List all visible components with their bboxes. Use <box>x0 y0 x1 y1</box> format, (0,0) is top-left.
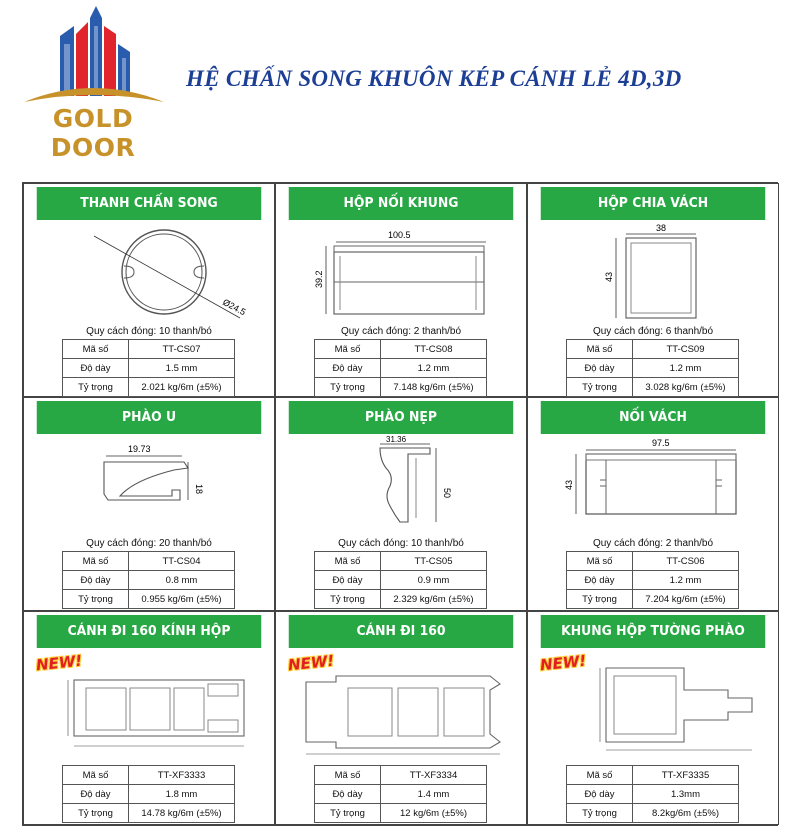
dimension-label: 39.2 <box>314 270 324 288</box>
product-card-khung-hop-tuong-phao <box>527 611 779 825</box>
profile-drawing <box>528 222 778 327</box>
page-title: HỆ CHẤN SONG KHUÔN KÉP CÁNH LẺ 4D,3D <box>186 66 682 91</box>
profile-drawing <box>528 436 778 551</box>
product-title: CÁNH ĐI 160 <box>289 615 513 648</box>
spec-table: Mã số TT-CS08 Độ dày 1.2 mm Tỷ trọng 7.148 kg/6m (±5%) <box>314 339 487 397</box>
product-title: KHUNG HỘP TƯỜNG PHÀO <box>541 615 765 648</box>
product-title: THANH CHẤN SONG <box>37 187 261 220</box>
product-card-thanh-chan-song <box>23 183 275 397</box>
product-title: HỘP CHIA VÁCH <box>541 187 765 220</box>
spec-table: Mã số TT-XF3334 Độ dày 1.4 mm Tỷ trọng 12 kg/6m (±5%) <box>314 765 487 823</box>
dimension-label: 19.73 <box>128 444 151 454</box>
dimension-label: 18 <box>194 484 204 495</box>
packing-spec: Quy cách đóng: 20 thanh/bó <box>86 538 212 549</box>
profile-drawing <box>24 436 274 551</box>
product-card-canh-di-160-kinh-hop <box>23 611 275 825</box>
new-badge: NEW! <box>35 651 84 675</box>
new-badge: NEW! <box>287 651 336 675</box>
product-title: PHÀO NẸP <box>289 401 513 434</box>
new-badge: NEW! <box>539 651 588 675</box>
dimension-label: 43 <box>604 271 614 282</box>
packing-spec: Quy cách đóng: 10 thanh/bó <box>338 538 464 549</box>
profile-drawing <box>24 222 274 327</box>
spec-table: Mã số TT-CS06 Độ dày 1.2 mm Tỷ trọng 7.204 kg/6m (±5%) <box>566 551 739 609</box>
profile-drawing <box>276 436 526 551</box>
brand-name: GOLD DOOR <box>50 104 136 162</box>
dimension-label: 31.36 <box>386 436 407 444</box>
profile-drawing <box>276 650 526 765</box>
product-card-hop-noi-khung <box>275 183 527 397</box>
packing-spec: Quy cách đóng: 2 thanh/bó <box>340 326 462 337</box>
packing-spec: Quy cách đóng: 6 thanh/bó <box>592 326 714 337</box>
product-title: CÁNH ĐI 160 KÍNH HỘP <box>37 615 261 648</box>
profile-drawing <box>24 650 274 765</box>
brand-logo <box>18 4 168 162</box>
spec-table: Mã số TT-CS04 Độ dày 0.8 mm Tỷ trọng 0.955 kg/6m (±5%) <box>62 551 235 609</box>
product-card-noi-vach <box>527 397 779 611</box>
product-card-phao-nep <box>275 397 527 611</box>
dimension-label: 97.5 <box>652 438 670 448</box>
spec-table: Mã số TT-CS05 Độ dày 0.9 mm Tỷ trọng 2.329 kg/6m (±5%) <box>314 551 487 609</box>
dimension-label: 43 <box>564 479 574 490</box>
dimension-label: 50 <box>442 488 452 499</box>
packing-spec: Quy cách đóng: 2 thanh/bó <box>592 538 714 549</box>
dimension-label: Ø24.5 <box>221 296 248 318</box>
product-grid <box>22 182 778 826</box>
product-card-canh-di-160 <box>275 611 527 825</box>
dimension-label: 100.5 <box>388 230 411 240</box>
spec-table: Mã số TT-CS09 Độ dày 1.2 mm Tỷ trọng 3.028 kg/6m (±5%) <box>566 339 739 397</box>
spec-table: Mã số TT-XF3335 Độ dày 1.3mm Tỷ trọng 8.2kg/6m (±5%) <box>566 765 739 823</box>
spec-table: Mã số TT-XF3333 Độ dày 1.8 mm Tỷ trọng 14.78 kg/6m (±5%) <box>62 765 235 823</box>
building-logo-icon <box>18 4 168 104</box>
spec-table: Mã số TT-CS07 Độ dày 1.5 mm Tỷ trọng 2.021 kg/6m (±5%) <box>62 339 235 397</box>
product-title: PHÀO U <box>37 401 261 434</box>
dimension-label: 38 <box>656 223 667 233</box>
product-card-hop-chia-vach <box>527 183 779 397</box>
product-card-phao-u <box>23 397 275 611</box>
product-title: HỘP NỐI KHUNG <box>289 187 513 220</box>
profile-drawing <box>276 222 526 327</box>
profile-drawing <box>528 650 778 765</box>
packing-spec: Quy cách đóng: 10 thanh/bó <box>86 326 212 337</box>
product-title: NỐI VÁCH <box>541 401 765 434</box>
